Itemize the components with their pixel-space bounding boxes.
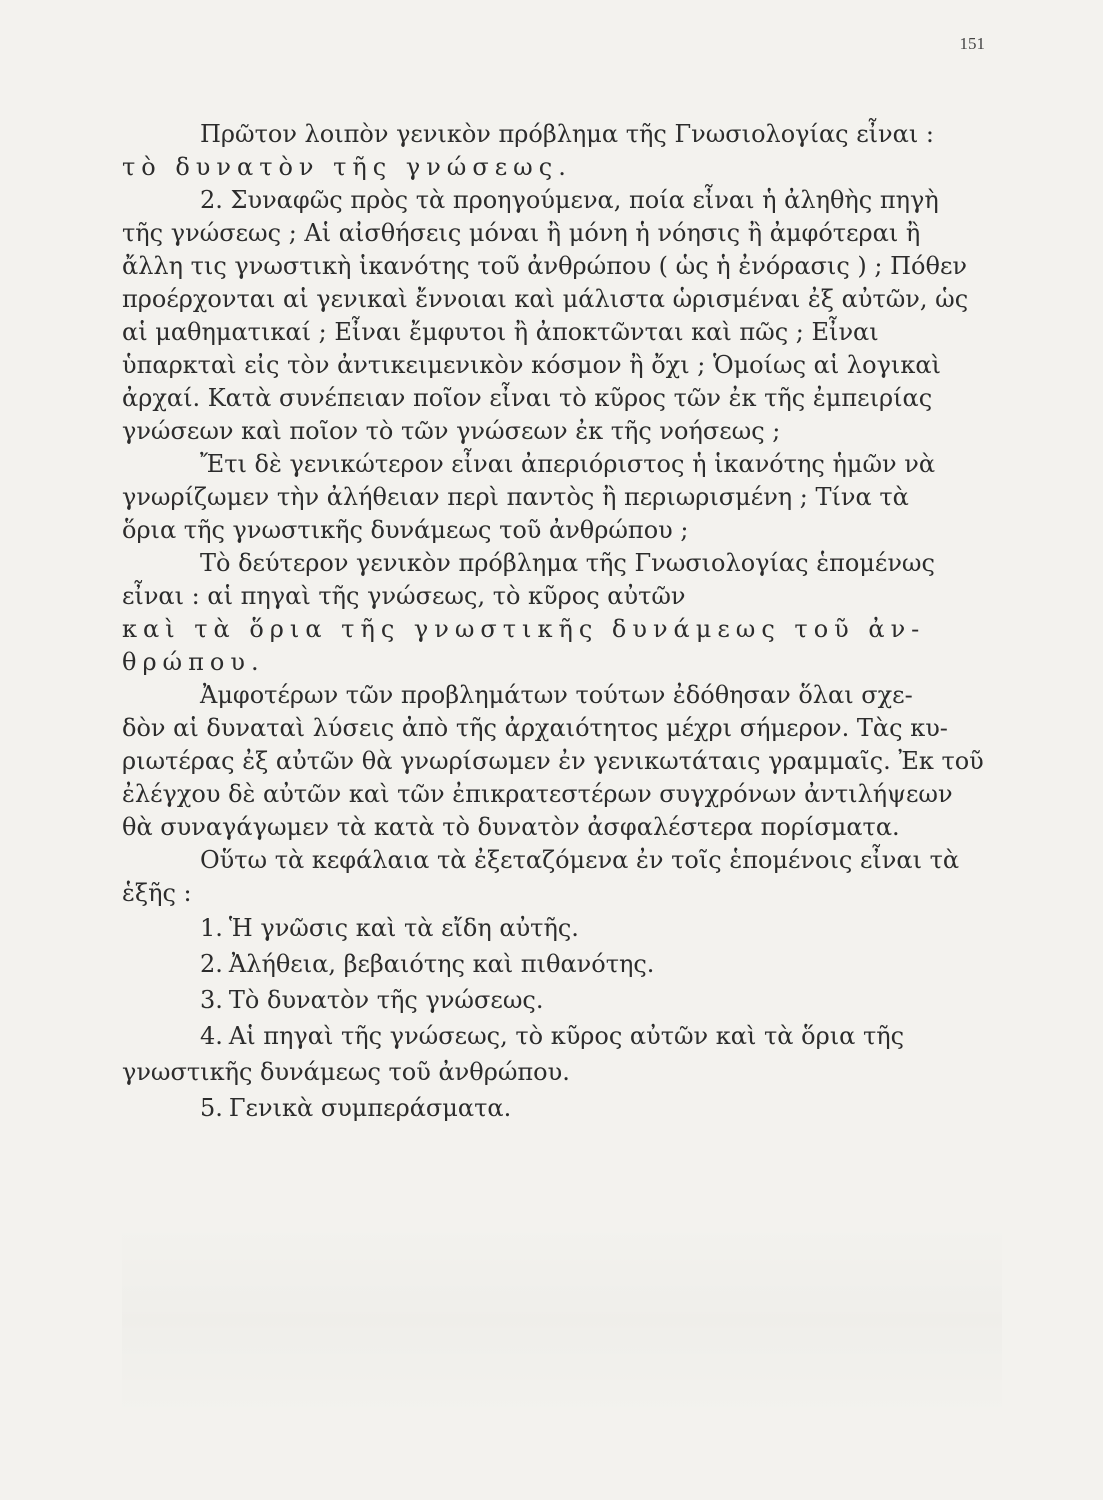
paragraph-line: ἄλλη τις γνωστικὴ ἱκανότης τοῦ ἀνθρώπου ( ὡς ἡ ἐνόρασις ) ; Πόθεν [122,252,967,280]
paragraph-line: Τὸ δεύτερον γενικὸν πρόβλημα τῆς Γνωσιολογίας ἑπομένως [200,549,935,577]
paragraph-line: Ἔτι δὲ γενικώτερον εἶναι ἀπεριόριστος ἡ ἱκανότης ἡμῶν νὰ [200,450,936,478]
body-text [122,118,1002,1126]
chapter-list [122,910,1002,1126]
list-item [122,910,1002,946]
list-item [122,982,1002,1018]
list-item [122,1018,1002,1054]
paragraph-line: Ἀμφοτέρων τῶν προβλημάτων τούτων ἐδόθησαν ὅλαι σχε- [200,681,913,709]
paragraph-line: ἀρχαί. Κατὰ συνέπειαν ποῖον εἶναι τὸ κῦρος τῶν ἐκ τῆς ἐμπειρίας [122,384,933,412]
paragraph-line: ριωτέρας ἐξ αὐτῶν θὰ γνωρίσωμεν ἐν γενικωτάταις γραμμαῖς. Ἐκ τοῦ [122,747,984,775]
list-item-number: 1. [200,914,223,942]
paragraph-line: Οὕτω τὰ κεφάλαια τὰ ἐξεταζόμενα ἐν τοῖς ἑπομένοις εἶναι τὰ [200,846,960,874]
bleed-through-area [122,1220,1002,1420]
paragraph-line: θὰ συναγάγωμεν τὰ κατὰ τὸ δυνατὸν ἀσφαλέστερα πορίσματα. [122,813,900,841]
list-item [122,946,1002,982]
paragraph-line: ὅρια τῆς γνωστικῆς δυνάμεως τοῦ ἀνθρώπου ; [122,516,689,544]
emphasized-line: τὸ δυνατὸν τῆς γνώσεως. [122,153,572,181]
paragraph-line: 2. Συναφῶς πρὸς τὰ προηγούμενα, ποία εἶναι ἡ ἀληθὴς πηγὴ [200,186,939,214]
paragraph-line: αἱ μαθηματικαί ; Εἶναι ἔμφυτοι ἢ ἀποκτῶνται καὶ πῶς ; Εἶναι [122,318,879,346]
paragraph-line: ὑπαρκταὶ εἰς τὸν ἀντικειμενικὸν κόσμον ἢ ὄχι ; Ὁμοίως αἱ λογικαὶ [122,351,941,379]
list-item-number: 5. [200,1094,223,1122]
paragraph-line: ἐλέγχου δὲ αὐτῶν καὶ τῶν ἐπικρατεστέρων συγχρόνων ἀντιλήψεων [122,780,953,808]
list-item-text: Γενικὰ συμπεράσματα. [228,1094,512,1122]
list-item-text: Τὸ δυνατὸν τῆς γνώσεως. [228,986,544,1014]
list-item-text: γνωστικῆς δυνάμεως τοῦ ἀνθρώπου. [122,1058,570,1086]
paragraph-line: δὸν αἱ δυναταὶ λύσεις ἀπὸ τῆς ἀρχαιότητος μέχρι σήμερον. Τὰς κυ- [122,714,948,742]
paragraph-line: τῆς γνώσεως ; Αἱ αἰσθήσεις μόναι ἢ μόνη ἡ νόησις ἢ ἀμφότεραι ἢ [122,219,921,247]
list-item-number: 3. [200,986,223,1014]
page-number: 151 [959,34,985,53]
list-item-number: 4. [200,1022,223,1050]
list-item-text: Ἀλήθεια, βεβαιότης καὶ πιθανότης. [228,950,655,978]
emphasized-line: εἶναι : αἱ πηγαὶ τῆς γνώσεως, τὸ κῦρος αὐτῶν [122,582,686,610]
list-item-continuation [122,1054,1002,1090]
paragraph-line: Πρῶτον λοιπὸν γενικὸν πρόβλημα τῆς Γνωσιολογίας εἶναι : [200,120,934,148]
paragraph-line: προέρχονται αἱ γενικαὶ ἔννοιαι καὶ μάλιστα ὡρισμέναι ἐξ αὐτῶν, ὡς [122,285,969,313]
list-item [122,1090,1002,1126]
emphasized-line: καὶ τὰ ὅρια τῆς γνωστικῆς δυνάμεως τοῦ ἀν- [122,615,926,643]
paragraph-line: γνωρίζωμεν τὴν ἀλήθειαν περὶ παντὸς ἢ περιωρισμένη ; Τίνα τὰ [122,483,909,511]
list-item-text: Αἱ πηγαὶ τῆς γνώσεως, τὸ κῦρος αὐτῶν καὶ τὰ ὅρια τῆς [228,1022,905,1050]
paragraph-line: γνώσεων καὶ ποῖον τὸ τῶν γνώσεων ἐκ τῆς νοήσεως ; [122,417,781,445]
list-item-text: Ἡ γνῶσις καὶ τὰ εἴδη αὐτῆς. [228,914,579,942]
paragraph-line: ἑξῆς : [122,879,192,907]
emphasized-line: θρώπου. [122,648,265,676]
list-item-number: 2. [200,950,223,978]
